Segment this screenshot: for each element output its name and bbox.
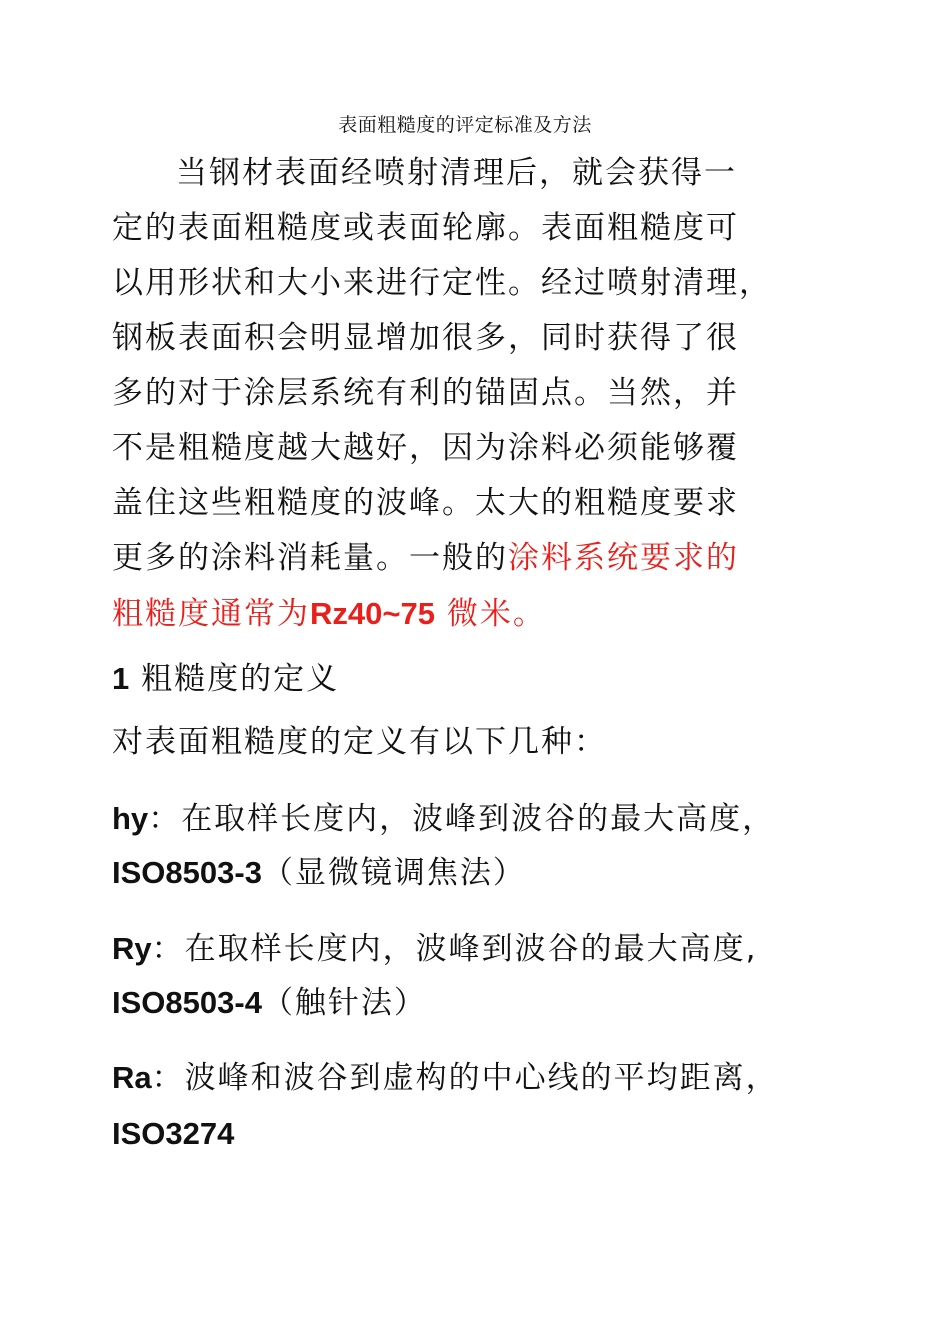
definition-standard: ISO8503-3 (112, 855, 262, 890)
intro-line: 以用形状和大小来进行定性。经过喷射清理， (112, 265, 772, 301)
intro-line: 多的对于涂层系统有利的锚固点。当然，并 (112, 375, 739, 411)
definition-item (112, 1050, 852, 1162)
highlight-text: 粗糙度通常为 (112, 596, 310, 632)
highlight-text: 微米。 (446, 596, 546, 632)
definition-separator: ： (151, 931, 185, 967)
intro-paragraph (112, 146, 824, 642)
definition-term: Ry (112, 931, 152, 966)
section-title: 粗糙度的定义 (141, 661, 340, 697)
definition-description: 在取样长度内，波峰到波谷的最大高度， (181, 801, 776, 837)
definition-line (112, 922, 852, 976)
section-heading (112, 654, 852, 704)
definition-separator: ： (151, 1060, 185, 1096)
intro-line: 盖住这些粗糙度的波峰。太大的粗糙度要求 (112, 485, 739, 521)
intro-line: 钢板表面积会明显增加很多，同时获得了很 (112, 320, 739, 356)
highlight-text: 涂料系统要求的 (508, 540, 739, 576)
definition-line (112, 1106, 852, 1162)
definition-note: （触针法） (261, 985, 427, 1021)
definition-item (112, 792, 852, 900)
intro-line (112, 531, 824, 586)
definition-item (112, 922, 852, 1030)
intro-line: 定的表面粗糙度或表面轮廓。表面粗糙度可 (112, 210, 739, 246)
intro-line: 当钢材表面经喷射清理后，就会获得一 (176, 155, 737, 191)
definition-standard: ISO8503-4 (112, 985, 262, 1020)
definition-standard: ISO3274 (112, 1116, 235, 1151)
definition-description: 在取样长度内，波峰到波谷的最大高度, (184, 931, 758, 967)
highlight-line (112, 586, 824, 642)
definition-term: hy (112, 801, 149, 836)
definition-description: 波峰和波谷到虚构的中心线的平均距离， (184, 1060, 779, 1096)
definition-line (112, 792, 852, 846)
roughness-value: Rz40~75 (310, 596, 435, 631)
definitions-intro: 对表面粗糙度的定义有以下几种： (112, 724, 607, 760)
definition-note: （显微镜调焦法） (261, 855, 526, 891)
section-number: 1 (112, 661, 130, 696)
definition-line (112, 976, 852, 1030)
definition-separator: ： (148, 801, 182, 837)
intro-text: 更多的涂料消耗量。一般的 (112, 540, 508, 576)
definition-line (112, 846, 852, 900)
definition-line (112, 1050, 852, 1106)
definition-term: Ra (112, 1060, 152, 1095)
intro-line: 不是粗糙度越大越好，因为涂料必须能够覆 (112, 430, 739, 466)
document-title: 表面粗糙度的评定标准及方法 (338, 114, 592, 136)
